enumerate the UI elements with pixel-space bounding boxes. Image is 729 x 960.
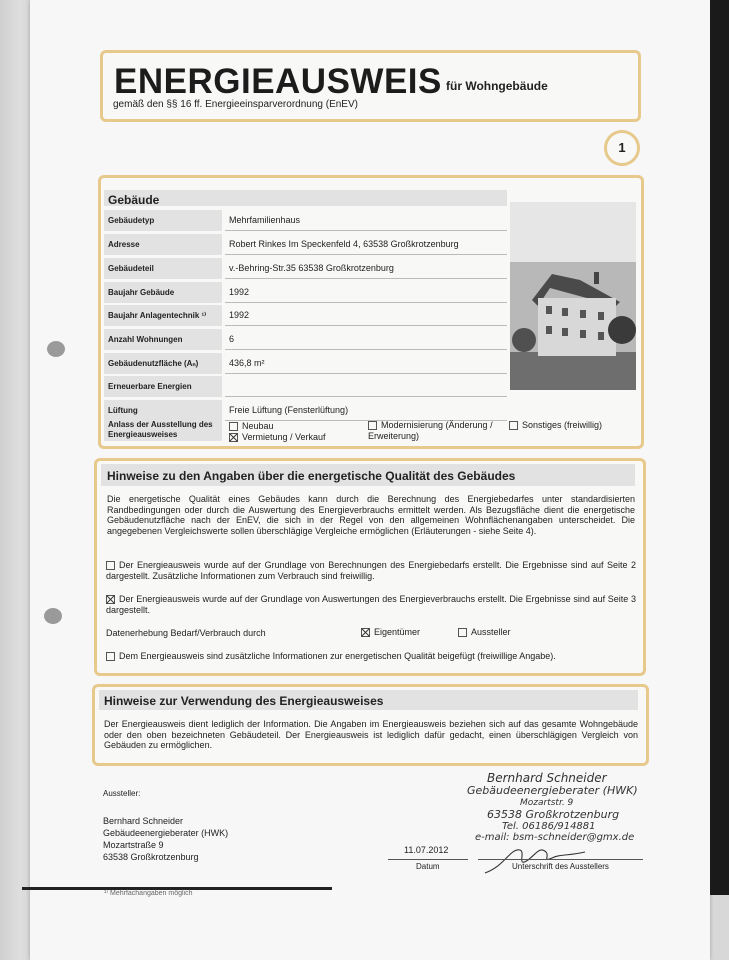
- row-value: Mehrfamilienhaus: [225, 210, 507, 231]
- option-modernisierung-label: Modernisierung (Änderung / Erweiterung): [368, 420, 493, 441]
- signature-scribble: [480, 838, 590, 878]
- aussteller-role: Gebäudeenergieberater (HWK): [103, 828, 229, 838]
- checkbox-verbrauch-checked[interactable]: [106, 595, 115, 604]
- hinweise-option-verbrauch[interactable]: [106, 594, 636, 615]
- document-title: ENERGIEAUSWEIS: [114, 62, 442, 101]
- row-value: Freie Lüftung (Fensterlüftung): [225, 400, 507, 421]
- checkbox-modernisierung[interactable]: [368, 421, 377, 430]
- date-line: [388, 859, 468, 860]
- aussteller-name: Bernhard Schneider: [103, 816, 184, 826]
- anlass-label: Anlass der Ausstellung des Energieausweises: [108, 420, 213, 439]
- aussteller-city: 63538 Großkrotzenburg: [103, 852, 199, 862]
- option-vermietung[interactable]: [229, 432, 326, 442]
- stamp-street: Mozartstr. 9: [520, 798, 574, 808]
- date-label: Datum: [416, 862, 440, 871]
- footnote: ¹⁾ Mehrfachangaben möglich: [104, 890, 193, 897]
- building-section-title: Gebäude: [108, 193, 160, 207]
- option-sonstiges[interactable]: [509, 420, 602, 430]
- row-value: 1992: [225, 282, 507, 303]
- signature-label: Unterschrift des Ausstellers: [512, 862, 609, 871]
- checkbox-aussteller[interactable]: [458, 628, 467, 637]
- option-sonstiges-label: Sonstiges (freiwillig): [522, 420, 603, 430]
- checkbox-vermietung-checked[interactable]: [229, 433, 238, 442]
- row-label: Baujahr Anlagentechnik ¹⁾: [104, 305, 222, 326]
- stamp-role: Gebäudeenergieberater (HWK): [467, 784, 638, 797]
- row-value: Robert Rinkes Im Speckenfeld 4, 63538 Großkrotzenburg: [225, 234, 507, 255]
- row-label: Gebäudetyp: [104, 210, 222, 231]
- row-label: Gebäudeteil: [104, 258, 222, 279]
- checkbox-neubau[interactable]: [229, 422, 238, 431]
- building-photo: [510, 202, 636, 390]
- row-label: Anzahl Wohnungen: [104, 329, 222, 350]
- option-neubau[interactable]: [229, 421, 274, 431]
- row-value: 436,8 m²: [225, 353, 507, 374]
- hinweise-intro: Die energetische Qualität eines Gebäudes kann durch die Berechnung des Energiebedarfes unter standardisierten Randbedingungen oder durch die Auswertung des Energieverbrauchs ermittelt werden. Als Bezugsfläche dient die energetische Gebäudenutzfläche nach der EnEV, die sich in der Regel von den allgemeinen Wohnflächenangaben unterscheidet. Die angegebenen Vergleichswerte sollen überschlägige Vergleiche ermöglichen (Erläuterungen - siehe Seite 4).: [107, 494, 635, 536]
- option-verbrauch-text: Der Energieausweis wurde auf der Grundlage von Auswertungen des Energieverbrauchs erstellt. Die Ergebnisse sind auf Seite 3 dargestellt.: [106, 594, 636, 615]
- document-subtitle: für Wohngebäude: [446, 79, 548, 93]
- hinweise-title: Hinweise zu den Angaben über die energetische Qualität des Gebäudes: [107, 469, 516, 483]
- row-value: [225, 376, 507, 397]
- row-label: Gebäudenutzfläche (Aₙ): [104, 353, 222, 374]
- option-neubau-label: Neubau: [242, 421, 274, 431]
- stamp-email: e-mail: bsm-schneider@gmx.de: [475, 832, 635, 843]
- row-label: Lüftung: [104, 400, 222, 421]
- punch-hole-top: [47, 341, 65, 357]
- option-aussteller-label: Aussteller: [471, 627, 511, 637]
- stamp-city: 63538 Großkrotzenburg: [487, 808, 620, 821]
- row-label: Baujahr Gebäude: [104, 282, 222, 303]
- hinweise-option-bedarf[interactable]: [106, 560, 636, 581]
- verwendung-title: Hinweise zur Verwendung des Energieausweises: [104, 694, 384, 708]
- page-edge-shadow: [710, 0, 729, 895]
- aussteller-street: Mozartstraße 9: [103, 840, 164, 850]
- legal-basis: gemäß den §§ 16 ff. Energieeinsparverordnung (EnEV): [113, 99, 358, 110]
- checkbox-zusatz[interactable]: [106, 652, 115, 661]
- row-label: Erneuerbare Energien: [104, 376, 222, 397]
- row-value: 1992: [225, 305, 507, 326]
- stamp-name: Bernhard Schneider: [487, 771, 607, 785]
- punch-hole-bottom: [44, 608, 62, 624]
- page-number: 1: [604, 130, 640, 166]
- signature-line: [478, 859, 643, 860]
- option-vermietung-label: Vermietung / Verkauf: [242, 432, 326, 442]
- checkbox-eigentuemer-checked[interactable]: [361, 628, 370, 637]
- option-eigentuemer-label: Eigentümer: [374, 627, 421, 637]
- option-eigentuemer[interactable]: [361, 627, 420, 637]
- checkbox-bedarf[interactable]: [106, 561, 115, 570]
- option-zusatz[interactable]: [106, 651, 556, 661]
- row-value: 6: [225, 329, 507, 350]
- option-modernisierung[interactable]: [368, 420, 498, 442]
- row-label: Adresse: [104, 234, 222, 255]
- stamp-tel: Tel. 06186/914881: [502, 821, 596, 832]
- issue-date: 11.07.2012: [404, 845, 449, 855]
- verwendung-text: Der Energieausweis dient lediglich der Information. Die Angaben im Energieausweis beziehen sich auf das gesamte Wohngebäude oder den oben bezeichneten Gebäudeteil. Der Energieausweis ist lediglich dafür gedacht, einen überschlägigen Vergleich von Gebäuden zu ermöglichen.: [104, 719, 638, 750]
- option-bedarf-text: Der Energieausweis wurde auf der Grundlage von Berechnungen des Energiebedarfs erstellt. Die Ergebnisse sind auf Seite 2 dargestellt. Zusätzliche Informationen zum Verbrauch sind freiwillig.: [106, 560, 636, 581]
- aussteller-label: Aussteller:: [103, 789, 141, 798]
- datenerhebung-label: Datenerhebung Bedarf/Verbrauch durch: [106, 628, 266, 638]
- option-aussteller[interactable]: [458, 627, 511, 637]
- checkbox-sonstiges[interactable]: [509, 421, 518, 430]
- option-zusatz-label: Dem Energieausweis sind zusätzliche Informationen zur energetischen Qualität beigefügt (freiwillige Angabe).: [119, 651, 556, 661]
- building-header-bar: [104, 190, 507, 206]
- row-value: v.-Behring-Str.35 63538 Großkrotzenburg: [225, 258, 507, 279]
